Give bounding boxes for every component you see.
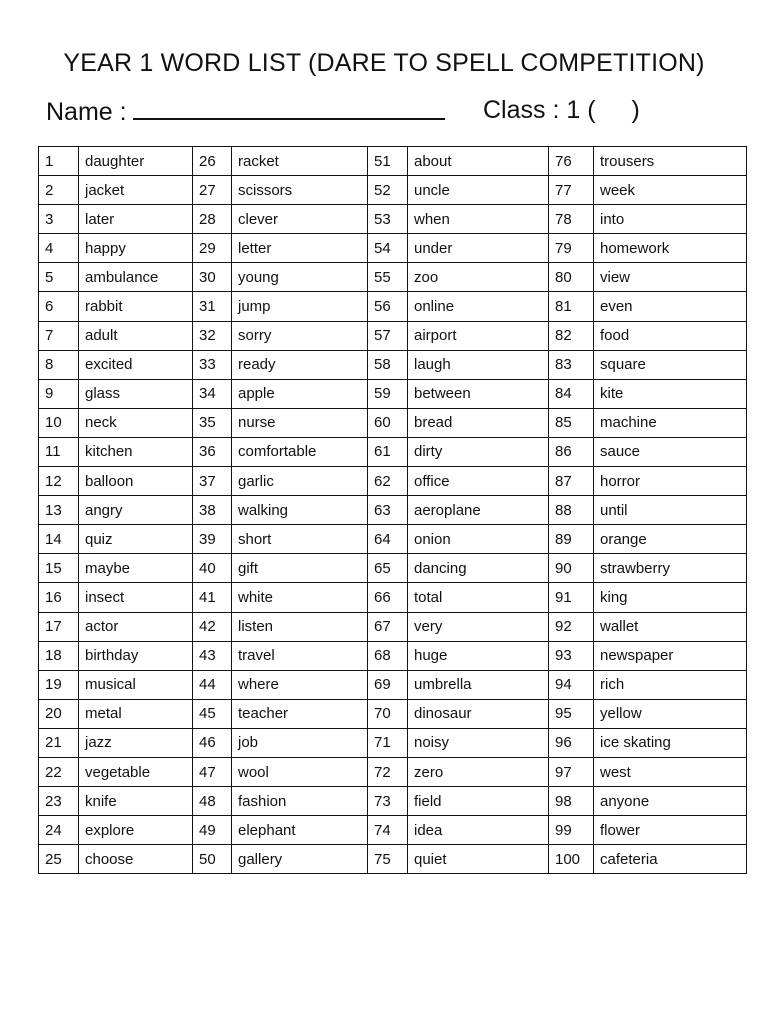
word-number: 29 <box>193 234 232 263</box>
word-number: 19 <box>39 670 79 699</box>
table-row <box>39 845 747 874</box>
table-row <box>39 525 747 554</box>
spelling-word: machine <box>594 408 747 437</box>
word-number: 70 <box>368 699 408 728</box>
spelling-word: knife <box>79 787 193 816</box>
spelling-word: happy <box>79 234 193 263</box>
table-row <box>39 292 747 321</box>
word-number: 10 <box>39 408 79 437</box>
word-number: 5 <box>39 263 79 292</box>
spelling-word: ambulance <box>79 263 193 292</box>
word-number: 28 <box>193 205 232 234</box>
spelling-word: apple <box>232 379 368 408</box>
spelling-word: food <box>594 321 747 350</box>
table-row <box>39 699 747 728</box>
table-row <box>39 583 747 612</box>
class-close-paren: ) <box>631 96 640 124</box>
page-title: YEAR 1 WORD LIST (DARE TO SPELL COMPETITION) <box>63 49 705 77</box>
spelling-word: bread <box>408 408 549 437</box>
word-number: 69 <box>368 670 408 699</box>
class-field <box>483 96 640 125</box>
word-number: 56 <box>368 292 408 321</box>
word-number: 54 <box>368 234 408 263</box>
word-number: 2 <box>39 176 79 205</box>
spelling-word: choose <box>79 845 193 874</box>
word-number: 44 <box>193 670 232 699</box>
spelling-word: kite <box>594 379 747 408</box>
table-row <box>39 728 747 757</box>
word-number: 65 <box>368 554 408 583</box>
word-number: 37 <box>193 467 232 496</box>
spelling-word: noisy <box>408 728 549 757</box>
spelling-word: job <box>232 728 368 757</box>
spelling-word: vegetable <box>79 757 193 786</box>
spelling-word: west <box>594 757 747 786</box>
word-number: 67 <box>368 612 408 641</box>
word-number: 1 <box>39 147 79 176</box>
spelling-word: even <box>594 292 747 321</box>
spelling-word: walking <box>232 496 368 525</box>
word-number: 95 <box>549 699 594 728</box>
word-number: 92 <box>549 612 594 641</box>
word-number: 89 <box>549 525 594 554</box>
word-number: 35 <box>193 408 232 437</box>
word-number: 36 <box>193 437 232 466</box>
word-number: 98 <box>549 787 594 816</box>
word-number: 51 <box>368 147 408 176</box>
spelling-word: until <box>594 496 747 525</box>
spelling-word: jump <box>232 292 368 321</box>
spelling-word: kitchen <box>79 437 193 466</box>
spelling-word: scissors <box>232 176 368 205</box>
name-blank-line[interactable] <box>133 96 445 120</box>
word-number: 24 <box>39 816 79 845</box>
word-number: 25 <box>39 845 79 874</box>
word-number: 4 <box>39 234 79 263</box>
spelling-word: ready <box>232 350 368 379</box>
spelling-word: gallery <box>232 845 368 874</box>
spelling-word: online <box>408 292 549 321</box>
spelling-word: maybe <box>79 554 193 583</box>
spelling-word: jazz <box>79 728 193 757</box>
name-field <box>46 96 445 127</box>
spelling-word: field <box>408 787 549 816</box>
table-row <box>39 321 747 350</box>
spelling-word: jacket <box>79 176 193 205</box>
spelling-word: where <box>232 670 368 699</box>
spelling-word: newspaper <box>594 641 747 670</box>
word-number: 81 <box>549 292 594 321</box>
spelling-word: fashion <box>232 787 368 816</box>
word-number: 59 <box>368 379 408 408</box>
spelling-word: balloon <box>79 467 193 496</box>
spelling-word: rabbit <box>79 292 193 321</box>
word-number: 32 <box>193 321 232 350</box>
word-number: 83 <box>549 350 594 379</box>
word-number: 22 <box>39 757 79 786</box>
word-number: 33 <box>193 350 232 379</box>
spelling-word: angry <box>79 496 193 525</box>
spelling-word: glass <box>79 379 193 408</box>
spelling-word: under <box>408 234 549 263</box>
table-row <box>39 467 747 496</box>
word-number: 48 <box>193 787 232 816</box>
word-number: 85 <box>549 408 594 437</box>
word-number: 47 <box>193 757 232 786</box>
word-number: 96 <box>549 728 594 757</box>
word-number: 64 <box>368 525 408 554</box>
spelling-word: teacher <box>232 699 368 728</box>
word-number: 53 <box>368 205 408 234</box>
word-number: 78 <box>549 205 594 234</box>
spelling-word: total <box>408 583 549 612</box>
word-number: 30 <box>193 263 232 292</box>
word-number: 66 <box>368 583 408 612</box>
spelling-word: wallet <box>594 612 747 641</box>
table-row <box>39 641 747 670</box>
table-row <box>39 234 747 263</box>
spelling-word: very <box>408 612 549 641</box>
word-number: 58 <box>368 350 408 379</box>
word-number: 76 <box>549 147 594 176</box>
word-number: 73 <box>368 787 408 816</box>
table-row <box>39 554 747 583</box>
word-number: 34 <box>193 379 232 408</box>
spelling-word: idea <box>408 816 549 845</box>
word-number: 88 <box>549 496 594 525</box>
spelling-word: airport <box>408 321 549 350</box>
word-number: 50 <box>193 845 232 874</box>
spelling-word: view <box>594 263 747 292</box>
word-number: 55 <box>368 263 408 292</box>
spelling-word: white <box>232 583 368 612</box>
word-number: 52 <box>368 176 408 205</box>
word-number: 63 <box>368 496 408 525</box>
table-row <box>39 612 747 641</box>
spelling-word: about <box>408 147 549 176</box>
spelling-word: dirty <box>408 437 549 466</box>
spelling-word: travel <box>232 641 368 670</box>
word-number: 57 <box>368 321 408 350</box>
spelling-word: sauce <box>594 437 747 466</box>
spelling-word: comfortable <box>232 437 368 466</box>
word-number: 41 <box>193 583 232 612</box>
spelling-word: metal <box>79 699 193 728</box>
word-number: 9 <box>39 379 79 408</box>
spelling-word: daughter <box>79 147 193 176</box>
spelling-word: square <box>594 350 747 379</box>
word-number: 18 <box>39 641 79 670</box>
spelling-word: birthday <box>79 641 193 670</box>
word-number: 14 <box>39 525 79 554</box>
table-row <box>39 205 747 234</box>
spelling-word: uncle <box>408 176 549 205</box>
name-label: Name : <box>46 98 127 126</box>
word-number: 26 <box>193 147 232 176</box>
word-list-table <box>38 146 747 874</box>
table-row <box>39 263 747 292</box>
word-number: 82 <box>549 321 594 350</box>
word-number: 62 <box>368 467 408 496</box>
spelling-word: when <box>408 205 549 234</box>
spelling-word: sorry <box>232 321 368 350</box>
spelling-word: adult <box>79 321 193 350</box>
table-row <box>39 816 747 845</box>
word-number: 23 <box>39 787 79 816</box>
spelling-word: zoo <box>408 263 549 292</box>
word-number: 71 <box>368 728 408 757</box>
word-number: 97 <box>549 757 594 786</box>
word-number: 99 <box>549 816 594 845</box>
spelling-word: rich <box>594 670 747 699</box>
spelling-word: dinosaur <box>408 699 549 728</box>
spelling-word: ice skating <box>594 728 747 757</box>
word-number: 46 <box>193 728 232 757</box>
spelling-word: orange <box>594 525 747 554</box>
spelling-word: huge <box>408 641 549 670</box>
spelling-word: actor <box>79 612 193 641</box>
word-number: 40 <box>193 554 232 583</box>
word-number: 16 <box>39 583 79 612</box>
spelling-word: gift <box>232 554 368 583</box>
word-number: 45 <box>193 699 232 728</box>
word-number: 39 <box>193 525 232 554</box>
spelling-word: insect <box>79 583 193 612</box>
table-row <box>39 147 747 176</box>
table-row <box>39 437 747 466</box>
word-number: 74 <box>368 816 408 845</box>
word-number: 86 <box>549 437 594 466</box>
spelling-word: neck <box>79 408 193 437</box>
spelling-word: short <box>232 525 368 554</box>
spelling-word: cafeteria <box>594 845 747 874</box>
word-number: 49 <box>193 816 232 845</box>
spelling-word: explore <box>79 816 193 845</box>
word-number: 68 <box>368 641 408 670</box>
spelling-word: between <box>408 379 549 408</box>
spelling-word: flower <box>594 816 747 845</box>
word-number: 38 <box>193 496 232 525</box>
spelling-word: musical <box>79 670 193 699</box>
spelling-word: trousers <box>594 147 747 176</box>
word-number: 8 <box>39 350 79 379</box>
spelling-word: listen <box>232 612 368 641</box>
spelling-word: aeroplane <box>408 496 549 525</box>
spelling-word: laugh <box>408 350 549 379</box>
word-number: 77 <box>549 176 594 205</box>
word-number: 43 <box>193 641 232 670</box>
spelling-word: garlic <box>232 467 368 496</box>
spelling-word: zero <box>408 757 549 786</box>
word-number: 90 <box>549 554 594 583</box>
spelling-word: clever <box>232 205 368 234</box>
table-row <box>39 176 747 205</box>
word-number: 11 <box>39 437 79 466</box>
table-row <box>39 787 747 816</box>
word-list-body <box>39 147 747 874</box>
word-number: 100 <box>549 845 594 874</box>
spelling-word: racket <box>232 147 368 176</box>
word-number: 7 <box>39 321 79 350</box>
word-number: 13 <box>39 496 79 525</box>
spelling-word: excited <box>79 350 193 379</box>
spelling-word: week <box>594 176 747 205</box>
spelling-word: quiz <box>79 525 193 554</box>
spelling-word: quiet <box>408 845 549 874</box>
table-row <box>39 496 747 525</box>
word-number: 60 <box>368 408 408 437</box>
word-number: 21 <box>39 728 79 757</box>
word-number: 6 <box>39 292 79 321</box>
word-number: 87 <box>549 467 594 496</box>
word-number: 84 <box>549 379 594 408</box>
word-number: 93 <box>549 641 594 670</box>
spelling-word: office <box>408 467 549 496</box>
spelling-word: anyone <box>594 787 747 816</box>
table-row <box>39 350 747 379</box>
spelling-word: into <box>594 205 747 234</box>
spelling-word: elephant <box>232 816 368 845</box>
word-number: 72 <box>368 757 408 786</box>
spelling-word: umbrella <box>408 670 549 699</box>
spelling-word: dancing <box>408 554 549 583</box>
word-number: 20 <box>39 699 79 728</box>
word-number: 12 <box>39 467 79 496</box>
spelling-word: wool <box>232 757 368 786</box>
word-number: 61 <box>368 437 408 466</box>
spelling-word: nurse <box>232 408 368 437</box>
spelling-word: young <box>232 263 368 292</box>
spelling-word: onion <box>408 525 549 554</box>
spelling-word: strawberry <box>594 554 747 583</box>
spelling-word: later <box>79 205 193 234</box>
word-number: 27 <box>193 176 232 205</box>
spelling-word: yellow <box>594 699 747 728</box>
word-number: 80 <box>549 263 594 292</box>
word-number: 94 <box>549 670 594 699</box>
spelling-word: horror <box>594 467 747 496</box>
table-row <box>39 408 747 437</box>
word-number: 3 <box>39 205 79 234</box>
word-number: 79 <box>549 234 594 263</box>
word-number: 91 <box>549 583 594 612</box>
word-number: 42 <box>193 612 232 641</box>
spelling-word: king <box>594 583 747 612</box>
table-row <box>39 379 747 408</box>
word-number: 17 <box>39 612 79 641</box>
word-number: 75 <box>368 845 408 874</box>
class-label: Class : 1 ( <box>483 96 596 124</box>
word-number: 15 <box>39 554 79 583</box>
table-row <box>39 670 747 699</box>
spelling-word: homework <box>594 234 747 263</box>
word-number: 31 <box>193 292 232 321</box>
table-row <box>39 757 747 786</box>
spelling-word: letter <box>232 234 368 263</box>
